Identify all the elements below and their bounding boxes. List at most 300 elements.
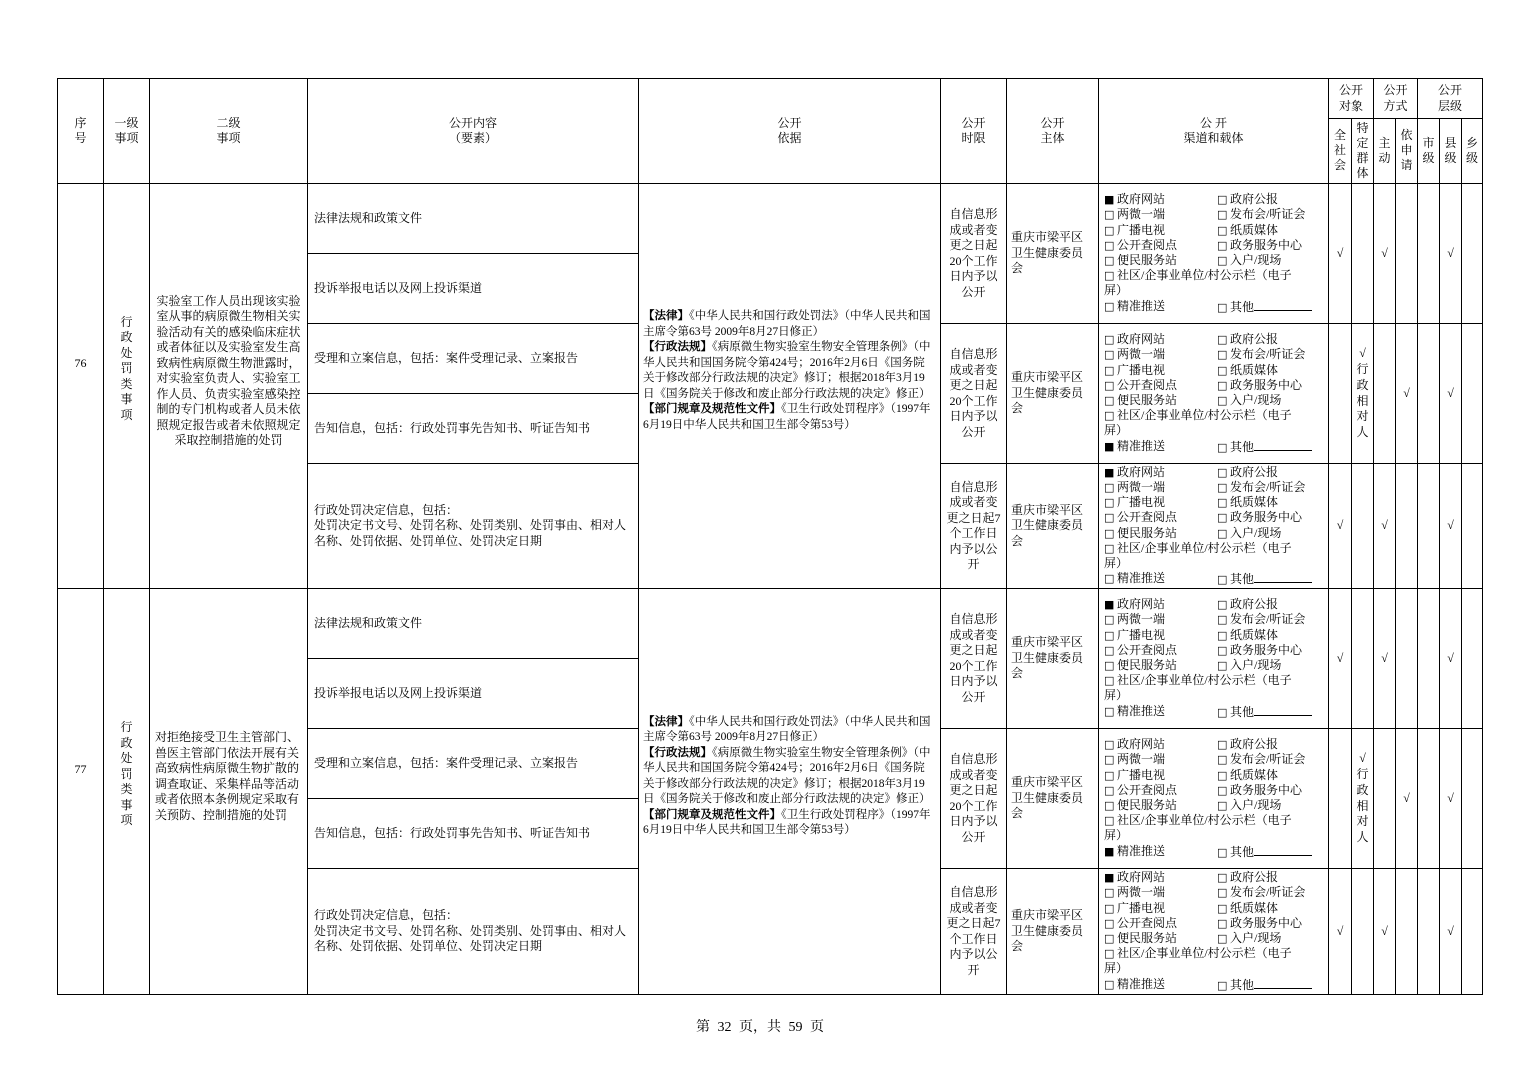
header-method-proactive-label: 主动 [1378, 135, 1391, 165]
checkbox-icon: □ [1217, 768, 1228, 782]
flag-cell-audience-specific [1352, 184, 1374, 324]
flag-cell-audience-all [1329, 184, 1352, 324]
flag-mark: √行政相对人 [1356, 346, 1369, 440]
channel-label: 公开查阅点 [1117, 782, 1178, 797]
basis-paragraph [643, 309, 936, 340]
channel-label: 精准推送 [1117, 298, 1166, 313]
channel-label: 政务服务中心 [1230, 782, 1303, 797]
flag-cell-level-city [1418, 869, 1440, 995]
flag-cell-level-township [1462, 184, 1483, 324]
header-level-township [1462, 119, 1483, 184]
flag-mark: √ [1447, 923, 1454, 938]
flag-cell-level-county [1440, 589, 1462, 729]
flag-cell-method-on-request [1396, 589, 1418, 729]
channel-option [1104, 495, 1217, 510]
basis-text: 《卫生行政处罚程序》（1997年6月19日中华人民共和国卫生部令第53号） [643, 403, 931, 431]
checkbox-icon: □ [1104, 799, 1115, 812]
channel-option [1217, 931, 1317, 946]
flag-mark: √ [1381, 650, 1388, 665]
channel-label: 纸质媒体 [1230, 767, 1279, 782]
subject-text: 重庆市梁平区卫生健康委员会 [1011, 370, 1084, 416]
checkbox-icon: □ [1104, 674, 1115, 688]
channel-label: 广播电视 [1117, 767, 1166, 782]
header-method-proactive [1374, 119, 1396, 184]
channel-label: 广播电视 [1117, 627, 1166, 642]
channel-label: 入户/现场 [1230, 253, 1282, 267]
channel-option [1217, 480, 1317, 495]
flag-cell-level-township [1462, 324, 1483, 464]
item-basis [639, 184, 941, 589]
channel-label: 广播电视 [1117, 222, 1166, 237]
channel-label: 发布会/听证会 [1230, 479, 1306, 494]
blank-underline [1254, 299, 1312, 311]
header-level-county [1440, 119, 1462, 184]
channel-option [1104, 844, 1217, 860]
channel-option [1104, 571, 1217, 587]
time-limit-text: 自信息形成或者变更之日起7个工作日内予以公开 [946, 885, 1001, 977]
flag-mark: √ [1381, 923, 1388, 938]
channel-label: 精准推送 [1117, 438, 1166, 453]
channel-label: 公开查阅点 [1117, 510, 1178, 525]
channel-label: 入户/现场 [1230, 393, 1282, 407]
checkbox-icon: □ [1104, 541, 1115, 555]
flag-cell-method-on-request [1396, 729, 1418, 869]
checkbox-icon: □ [1217, 901, 1228, 915]
channel-label: 入户/现场 [1230, 525, 1282, 540]
channel-option [1217, 612, 1317, 627]
channel-label: 公开查阅点 [1117, 642, 1178, 657]
flag-cell-level-county [1440, 464, 1462, 589]
channel-option [1104, 946, 1304, 976]
channel-label: 社区/企事业单位/村公示栏（电子屏） [1104, 946, 1292, 976]
checkbox-icon: ■ [1104, 871, 1115, 885]
checkbox-icon: □ [1104, 223, 1115, 237]
flag-cell-method-proactive [1374, 184, 1396, 324]
checkbox-icon: □ [1104, 814, 1115, 828]
channel-label: 政府网站 [1117, 737, 1166, 752]
checkbox-icon: □ [1217, 705, 1228, 719]
channel-label: 广播电视 [1117, 900, 1166, 915]
basis-text: 《中华人民共和国行政处罚法》（中华人民共和国主席令第63号 2009年8月27日修正） [643, 715, 931, 743]
checkbox-icon: ■ [1104, 465, 1115, 479]
flag-cell-method-on-request [1396, 184, 1418, 324]
subject-cell [1007, 869, 1099, 995]
channel-label: 政府公报 [1230, 870, 1279, 885]
subject-text: 重庆市梁平区卫生健康委员会 [1011, 775, 1084, 821]
flag-cell-audience-specific [1352, 324, 1374, 464]
header-audience-group: 公开 对象 [1329, 79, 1374, 119]
header-method-on-request-label: 依申请 [1400, 128, 1413, 173]
flag-mark: √ [1336, 245, 1344, 260]
channel-label: 精准推送 [1117, 976, 1166, 991]
item-level2 [150, 184, 308, 589]
channel-option [1217, 870, 1317, 885]
channel-label: 其他 [1230, 572, 1255, 587]
flag-cell-audience-all [1329, 324, 1352, 464]
channel-label: 社区/企事业单位/村公示栏（电子屏） [1104, 813, 1292, 843]
channel-label: 广播电视 [1117, 495, 1166, 510]
header-time-limit: 公开 时限 [941, 79, 1007, 184]
channel-options [1104, 332, 1317, 455]
header-audience-specific-label: 特定群体 [1356, 120, 1369, 180]
checkbox-icon: □ [1217, 932, 1228, 945]
channel-option [1217, 752, 1317, 767]
flag-mark: √ [1336, 518, 1344, 533]
channel-option [1104, 798, 1217, 813]
channel-label: 便民服务站 [1117, 525, 1178, 540]
item-content: 受理和立案信息，包括：案件受理记录、立案报告 [308, 729, 639, 799]
channel-option [1217, 465, 1317, 480]
basis-paragraph [643, 402, 936, 433]
blank-underline [1254, 844, 1312, 856]
checkbox-icon: □ [1217, 978, 1228, 992]
checkbox-icon: □ [1104, 628, 1115, 642]
item-content: 行政处罚决定信息，包括： 处罚决定书文号、处罚名称、处罚类别、处罚事由、相对人名称、处罚依据、处罚单位、处罚决定日期 [308, 869, 639, 995]
flag-cell-audience-all [1329, 729, 1352, 869]
checkbox-icon: □ [1104, 947, 1115, 961]
channel-option [1104, 931, 1217, 946]
channel-option [1217, 737, 1317, 752]
checkbox-icon: □ [1104, 363, 1115, 377]
channel-option [1104, 783, 1217, 798]
checkbox-icon: □ [1104, 409, 1115, 423]
header-level1: 一级 事项 [104, 79, 150, 184]
channel-label: 广播电视 [1117, 362, 1166, 377]
header-level-group: 公开 层级 [1418, 79, 1483, 119]
flag-mark: √ [1447, 790, 1454, 805]
checkbox-icon: □ [1104, 768, 1115, 782]
item-level2-text: 对拒绝接受卫生主管部门、兽医主管部门依法开展有关高致病性病原微生物扩散的调查取证、采集样品等活动或者依照本条例规定采取有关预防、控制措施的处罚 [155, 730, 300, 822]
flag-cell-audience-all [1329, 869, 1352, 995]
channel-option [1217, 223, 1317, 238]
channel-label: 政府公报 [1230, 192, 1279, 207]
channel-option [1217, 977, 1317, 993]
channel-options [1104, 192, 1317, 315]
header-level-city [1418, 119, 1440, 184]
channel-option [1104, 363, 1217, 378]
channel-label: 政府公报 [1230, 737, 1279, 752]
checkbox-icon: ■ [1104, 844, 1115, 858]
channel-option [1217, 510, 1317, 525]
subject-cell [1007, 589, 1099, 729]
channel-option [1217, 526, 1317, 541]
subject-text: 重庆市梁平区卫生健康委员会 [1011, 502, 1084, 548]
channel-option [1104, 612, 1217, 627]
channel-option [1104, 643, 1217, 658]
blank-underline [1254, 977, 1312, 989]
channel-option [1217, 299, 1317, 315]
channel-option [1217, 704, 1317, 720]
channel-label: 两微一端 [1117, 347, 1166, 362]
channel-option [1104, 977, 1217, 993]
checkbox-icon: □ [1104, 269, 1115, 283]
channel-label: 便民服务站 [1117, 253, 1178, 267]
channel-label: 政府公报 [1230, 464, 1279, 479]
checkbox-icon: □ [1217, 738, 1228, 752]
flag-cell-level-city [1418, 729, 1440, 869]
checkbox-icon: □ [1104, 526, 1115, 540]
channel-option [1104, 393, 1217, 408]
checkbox-icon: □ [1217, 613, 1228, 627]
flag-cell-audience-all [1329, 464, 1352, 589]
time-limit-text: 自信息形成或者变更之日起20个工作日内予以公开 [949, 347, 998, 439]
channel-label: 其他 [1230, 439, 1255, 454]
item-content: 投诉举报电话以及网上投诉渠道 [308, 254, 639, 324]
checkbox-icon: □ [1104, 643, 1115, 657]
channel-label: 发布会/听证会 [1230, 207, 1306, 222]
channel-option [1104, 192, 1217, 207]
channel-option [1217, 901, 1317, 916]
item-level1-text: 行政处罚类事项 [120, 314, 133, 422]
channel-label: 其他 [1230, 299, 1255, 314]
item-content: 法律法规和政策文件 [308, 184, 639, 254]
basis-tag: 【行政法规】 [643, 341, 712, 353]
header-audience-specific [1352, 119, 1374, 184]
checkbox-icon: □ [1104, 208, 1115, 222]
channel-option [1217, 253, 1317, 268]
channel-label: 便民服务站 [1117, 393, 1178, 407]
channel-label: 社区/企事业单位/村公示栏（电子屏） [1104, 540, 1292, 570]
checkbox-icon: □ [1217, 440, 1228, 454]
channel-option [1104, 768, 1217, 783]
channel-option [1104, 870, 1217, 885]
checkbox-icon: □ [1104, 916, 1115, 930]
checkbox-icon: □ [1104, 511, 1115, 525]
channel-label: 政务服务中心 [1230, 237, 1303, 252]
page-number: 第 32 页，共 59 页 [696, 1020, 824, 1035]
channel-label: 社区/企事业单位/村公示栏（电子屏） [1104, 408, 1292, 438]
channels-cell [1099, 464, 1329, 589]
channel-label: 政府公报 [1230, 597, 1279, 612]
flag-cell-method-proactive [1374, 729, 1396, 869]
header-level-county-label: 县级 [1444, 135, 1457, 165]
header-content: 公开内容 （要素） [308, 79, 639, 184]
blank-underline [1254, 704, 1312, 716]
channel-option [1217, 571, 1317, 587]
item-content: 告知信息，包括：行政处罚事先告知书、听证告知书 [308, 394, 639, 464]
flag-cell-level-township [1462, 729, 1483, 869]
channel-option [1217, 844, 1317, 860]
blank-underline [1254, 439, 1312, 451]
flag-cell-level-township [1462, 869, 1483, 995]
checkbox-icon: □ [1217, 300, 1228, 314]
item-content: 告知信息，包括：行政处罚事先告知书、听证告知书 [308, 799, 639, 869]
time-limit-text: 自信息形成或者变更之日起20个工作日内予以公开 [949, 207, 998, 299]
channel-label: 两微一端 [1117, 752, 1166, 767]
channel-option [1104, 541, 1304, 571]
channel-option [1217, 628, 1317, 643]
checkbox-icon: □ [1217, 333, 1228, 347]
flag-mark: √ [1381, 518, 1388, 533]
channel-option [1217, 439, 1317, 455]
disclosure-table [57, 78, 1483, 995]
time-limit-cell [941, 589, 1007, 729]
channel-option [1217, 192, 1317, 207]
channel-label: 发布会/听证会 [1230, 885, 1306, 900]
checkbox-icon: □ [1104, 333, 1115, 347]
channel-option [1104, 223, 1217, 238]
checkbox-icon: □ [1104, 480, 1115, 494]
checkbox-icon: □ [1104, 932, 1115, 945]
checkbox-icon: □ [1217, 628, 1228, 642]
channel-label: 公开查阅点 [1117, 237, 1178, 252]
basis-paragraph [643, 746, 936, 808]
item-content: 受理和立案信息，包括：案件受理记录、立案报告 [308, 324, 639, 394]
flag-cell-method-on-request [1396, 464, 1418, 589]
checkbox-icon: □ [1217, 348, 1228, 362]
basis-text: 《卫生行政处罚程序》（1997年6月19日中华人民共和国卫生部令第53号） [643, 808, 931, 836]
channel-option [1104, 673, 1304, 703]
flag-cell-level-city [1418, 589, 1440, 729]
channel-options [1104, 597, 1317, 720]
checkbox-icon: □ [1217, 643, 1228, 657]
header-method-group: 公开 方式 [1374, 79, 1418, 119]
channel-option [1104, 439, 1217, 455]
channel-option [1104, 378, 1217, 393]
header-level-city-label: 市级 [1422, 135, 1435, 165]
checkbox-icon: □ [1217, 511, 1228, 525]
channel-option [1104, 347, 1217, 362]
checkbox-icon: □ [1217, 363, 1228, 377]
flag-mark: √ [1336, 923, 1344, 938]
channel-label: 社区/企事业单位/村公示栏（电子屏） [1104, 268, 1292, 298]
subject-cell [1007, 464, 1099, 589]
channel-label: 政府网站 [1117, 332, 1166, 347]
channel-label: 政务服务中心 [1230, 510, 1303, 525]
channels-cell [1099, 589, 1329, 729]
channel-label: 便民服务站 [1117, 798, 1178, 812]
basis-paragraph [643, 340, 936, 402]
flag-mark: √ [1381, 245, 1388, 260]
checkbox-icon: □ [1217, 526, 1228, 540]
basis-paragraph [643, 715, 936, 746]
checkbox-icon: □ [1104, 572, 1115, 586]
channel-options [1104, 737, 1317, 860]
channel-option [1217, 768, 1317, 783]
table-header [58, 79, 1483, 184]
channel-option [1104, 510, 1217, 525]
checkbox-icon: □ [1217, 573, 1228, 587]
channel-label: 发布会/听证会 [1230, 612, 1306, 627]
time-limit-text: 自信息形成或者变更之日起20个工作日内予以公开 [949, 612, 998, 704]
channel-option [1217, 783, 1317, 798]
channel-option [1217, 238, 1317, 253]
flag-cell-level-township [1462, 589, 1483, 729]
channel-option [1104, 916, 1217, 931]
basis-tag: 【法律】 [643, 310, 689, 322]
channels-cell [1099, 869, 1329, 995]
checkbox-icon: □ [1217, 208, 1228, 222]
item-content: 行政处罚决定信息，包括： 处罚决定书文号、处罚名称、处罚类别、处罚事由、相对人名称、处罚依据、处罚单位、处罚决定日期 [308, 464, 639, 589]
checkbox-icon: □ [1217, 753, 1228, 767]
channel-option [1217, 332, 1317, 347]
subject-text: 重庆市梁平区卫生健康委员会 [1011, 908, 1084, 954]
checkbox-icon: □ [1217, 799, 1228, 812]
channel-option [1104, 332, 1217, 347]
checkbox-icon: □ [1217, 886, 1228, 900]
flag-cell-audience-specific [1352, 869, 1374, 995]
flag-mark: √行政相对人 [1356, 751, 1369, 845]
time-limit-cell [941, 324, 1007, 464]
time-limit-cell [941, 464, 1007, 589]
checkbox-icon: □ [1217, 496, 1228, 510]
table-row [58, 184, 1483, 254]
flag-mark: √ [1447, 385, 1454, 400]
item-seq: 77 [58, 589, 104, 995]
time-limit-cell [941, 869, 1007, 995]
checkbox-icon: □ [1217, 598, 1228, 612]
checkbox-icon: □ [1104, 254, 1115, 267]
channel-label: 社区/企事业单位/村公示栏（电子屏） [1104, 673, 1292, 703]
channel-option [1104, 658, 1217, 673]
basis-text: 《中华人民共和国行政处罚法》（中华人民共和国主席令第63号 2009年8月27日修正） [643, 310, 931, 338]
channel-label: 发布会/听证会 [1230, 347, 1306, 362]
channel-option [1104, 628, 1217, 643]
channel-label: 政务服务中心 [1230, 642, 1303, 657]
blank-underline [1254, 571, 1312, 583]
channel-label: 政府网站 [1117, 870, 1166, 885]
basis-tag: 【部门规章及规范性文件】 [643, 808, 781, 821]
item-level1 [104, 589, 150, 995]
item-level2 [150, 589, 308, 995]
checkbox-icon: □ [1217, 394, 1228, 407]
channel-label: 纸质媒体 [1230, 222, 1279, 237]
header-seq: 序 号 [58, 79, 104, 184]
channel-label: 其他 [1230, 704, 1255, 719]
flag-cell-audience-specific [1352, 464, 1374, 589]
channel-label: 两微一端 [1117, 207, 1166, 222]
flag-mark: √ [1403, 385, 1410, 400]
channel-label: 纸质媒体 [1230, 900, 1279, 915]
header-row [58, 79, 1483, 119]
checkbox-icon: □ [1104, 613, 1115, 627]
subject-cell [1007, 324, 1099, 464]
checkbox-icon: □ [1217, 659, 1228, 672]
time-limit-text: 自信息形成或者变更之日起7个工作日内予以公开 [946, 479, 1001, 571]
channel-option [1217, 378, 1317, 393]
flag-mark: √ [1336, 650, 1344, 665]
flag-cell-method-on-request [1396, 869, 1418, 995]
channel-label: 政府公报 [1230, 332, 1279, 347]
channel-option [1104, 885, 1217, 900]
checkbox-icon: ■ [1104, 193, 1115, 207]
channel-option [1104, 253, 1217, 268]
header-method-on-request [1396, 119, 1418, 184]
basis-paragraph [643, 808, 936, 839]
flag-cell-level-county [1440, 324, 1462, 464]
channel-option [1217, 207, 1317, 222]
channel-label: 公开查阅点 [1117, 915, 1178, 930]
flag-cell-method-proactive [1374, 869, 1396, 995]
channel-label: 政府网站 [1117, 597, 1166, 612]
channel-option [1104, 207, 1217, 222]
header-subject: 公开 主体 [1007, 79, 1099, 184]
channel-label: 便民服务站 [1117, 931, 1178, 945]
channels-cell [1099, 324, 1329, 464]
channel-option [1104, 465, 1217, 480]
channel-option [1104, 268, 1304, 298]
header-basis: 公开 依据 [639, 79, 941, 184]
checkbox-icon: □ [1104, 394, 1115, 407]
flag-cell-method-proactive [1374, 464, 1396, 589]
channel-option [1217, 658, 1317, 673]
table-row [58, 589, 1483, 659]
flag-mark: √ [1447, 650, 1454, 665]
flag-cell-level-township [1462, 464, 1483, 589]
header-audience-all-label: 全社会 [1333, 128, 1346, 173]
header-channels: 公 开 渠道和载体 [1099, 79, 1329, 184]
channel-label: 便民服务站 [1117, 658, 1178, 672]
